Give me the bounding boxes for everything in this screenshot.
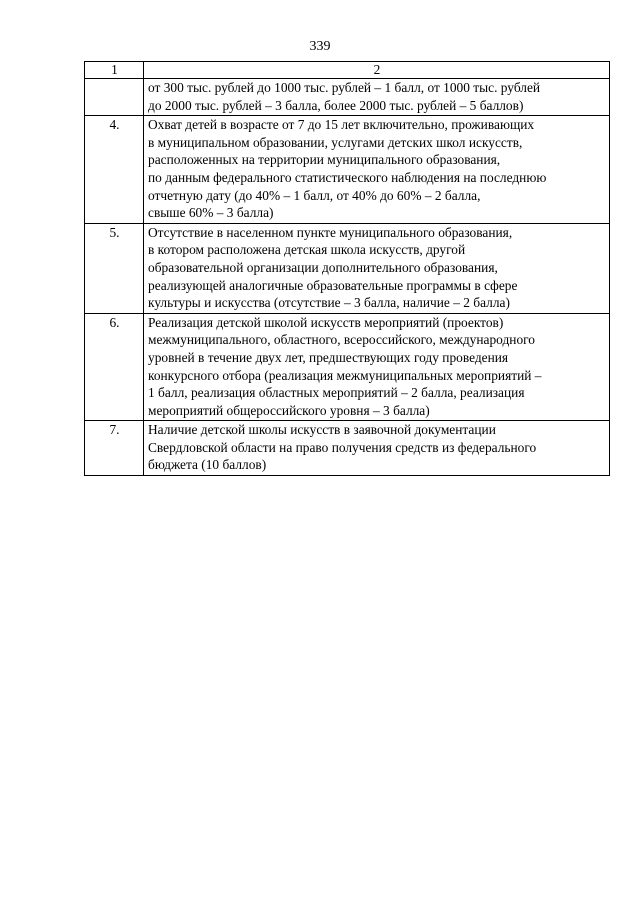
- text-line: бюджета (10 баллов): [148, 457, 267, 473]
- text-line: культуры и искусства (отсутствие – 3 балла, наличие – 2 балла): [148, 295, 510, 311]
- table-row: [85, 116, 610, 224]
- table-row: [85, 421, 610, 476]
- text-line: свыше 60% – 3 балла): [148, 205, 274, 221]
- page-number: 339: [309, 39, 331, 54]
- row-text: [144, 116, 610, 224]
- text-line: от 300 тыс. рублей до 1000 тыс. рублей – 1 балл, от 1000 тыс. рублей: [148, 80, 541, 95]
- row-text: [144, 79, 610, 116]
- text-line: образовательной организации дополнительного образования,: [148, 259, 498, 275]
- text-line: Наличие детской школы искусств в заявочной документации: [148, 422, 496, 438]
- table-row: [85, 313, 610, 421]
- text-line: уровней в течение двух лет, предшествующих году проведения: [148, 349, 509, 365]
- table-row: [85, 79, 610, 116]
- text-line: Реализация детской школой искусств мероприятий (проектов): [148, 314, 504, 330]
- text-line: по данным федерального статистического наблюдения на последнюю: [148, 169, 547, 185]
- criteria-table: [84, 61, 610, 476]
- row-number: 6.: [85, 313, 144, 421]
- text-line: Отсутствие в населенном пункте муниципального образования,: [148, 224, 513, 240]
- row-number: 4.: [85, 116, 144, 224]
- table-row: [85, 223, 610, 313]
- row-number: 5.: [85, 223, 144, 313]
- row-number: [85, 79, 144, 116]
- text-line: расположенных на территории муниципального образования,: [148, 152, 501, 168]
- row-number: 7.: [85, 421, 144, 476]
- row-text: [144, 223, 610, 313]
- text-line: Свердловской области на право получения средств из федерального: [148, 439, 537, 455]
- text-line: отчетную дату (до 40% – 1 балл, от 40% до 60% – 2 балла,: [148, 187, 481, 203]
- row-text: [144, 421, 610, 476]
- text-line: Охват детей в возрасте от 7 до 15 лет включительно, проживающих: [148, 117, 535, 133]
- text-line: мероприятий общероссийского уровня – 3 балла): [148, 402, 430, 418]
- header-cell-text: 2: [144, 62, 610, 79]
- row-text: [144, 313, 610, 421]
- header-cell-number: 1: [85, 62, 144, 79]
- text-line: до 2000 тыс. рублей – 3 балла, более 2000 тыс. рублей – 5 баллов): [148, 97, 524, 113]
- text-line: в муниципальном образовании, услугами детских школ искусств,: [148, 134, 523, 150]
- text-line: межмуниципального, областного, всероссийского, международного: [148, 332, 536, 348]
- text-line: реализующей аналогичные образовательные программы в сфере: [148, 277, 518, 293]
- text-line: 1 балл, реализация областных мероприятий – 2 балла, реализация: [148, 385, 525, 401]
- text-line: в котором расположена детская школа искусств, другой: [148, 242, 466, 258]
- table-header-row: [85, 62, 610, 79]
- text-line: конкурсного отбора (реализация межмуниципальных мероприятий –: [148, 367, 542, 383]
